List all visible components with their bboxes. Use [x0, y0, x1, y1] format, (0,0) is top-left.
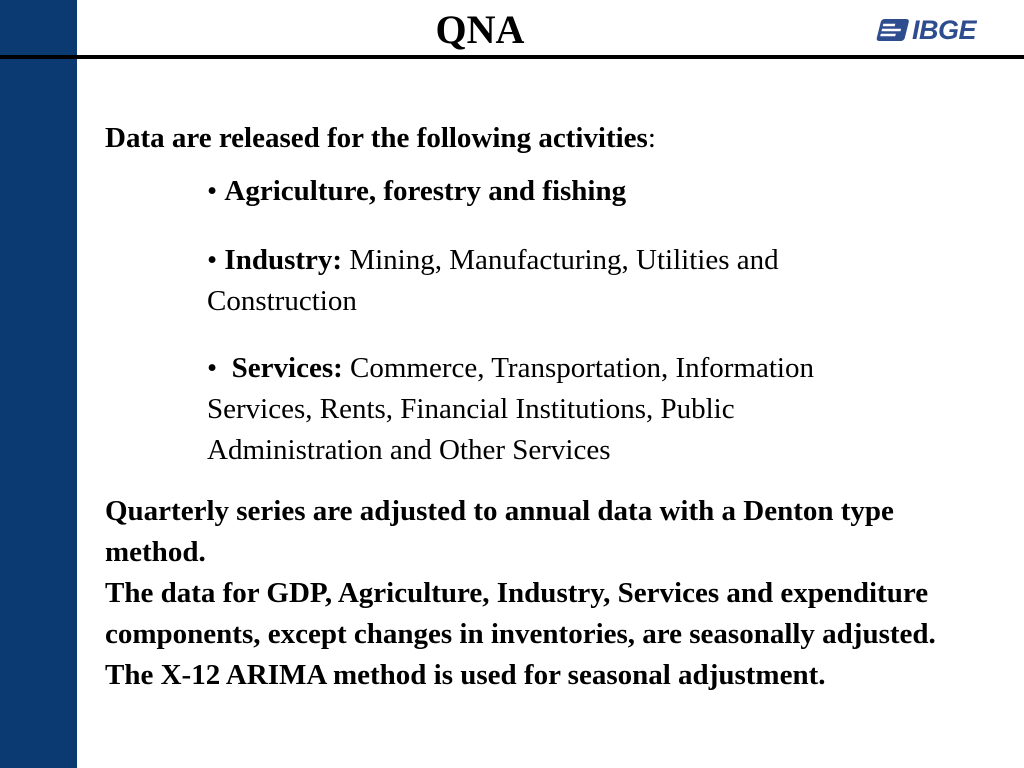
bullet-detail: Commerce, Transportation, Information Services, Rents, Financial Institutions, Public Administration and Other Services [207, 352, 814, 466]
list-item-services [207, 348, 907, 471]
ibge-logo-text: IBGE [912, 15, 977, 45]
intro-text: Data are released for the following activities [105, 122, 648, 154]
bullet-marker: • [207, 175, 218, 207]
list-item-agriculture [207, 171, 907, 212]
header-divider [0, 55, 1024, 59]
bullet-marker: • [207, 244, 218, 276]
bullet-term: Agriculture, forestry and fishing [224, 175, 627, 207]
activity-list [105, 171, 907, 471]
bullet-term: Services: [231, 352, 343, 384]
list-item-industry [207, 240, 907, 322]
slide-body [105, 118, 985, 696]
bullet-term: Industry: [224, 244, 343, 276]
bullet-marker: • [207, 352, 218, 384]
denton-paragraph: Quarterly series are adjusted to annual data with a Denton type method. [105, 495, 894, 568]
left-sidebar-band [0, 0, 77, 768]
seasonal-adjustment-paragraph: The data for GDP, Agriculture, Industry, Services and expenditure components, except changes in inventories, are seasonally adjusted. The X-12 ARIMA method is used for seasonal adjustment. [105, 577, 936, 691]
intro-line [105, 118, 985, 159]
bullet-detail: Mining, Manufacturing, Utilities and Construction [207, 244, 779, 317]
slide-title: QNA [435, 7, 525, 52]
intro-colon: : [647, 122, 656, 154]
ibge-flag-logo-icon [874, 17, 910, 43]
ibge-logo [874, 14, 1000, 46]
